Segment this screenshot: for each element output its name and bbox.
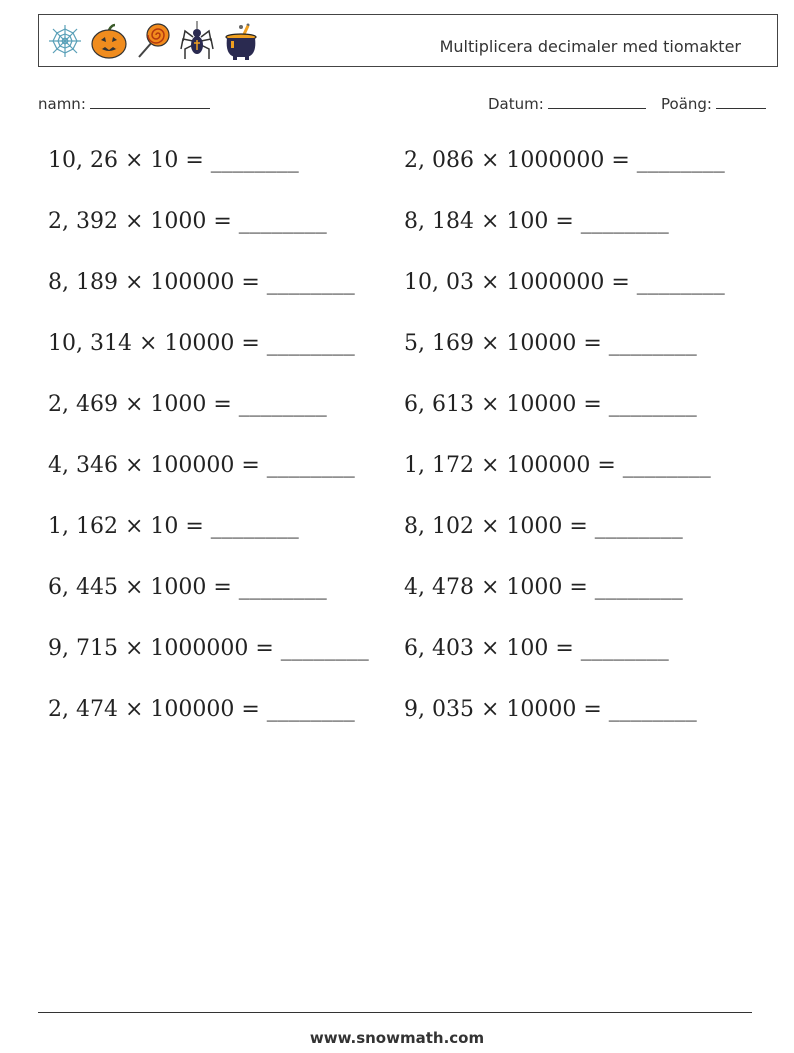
problem-left-8: 6, 445 × 1000 = ________ (48, 575, 327, 600)
footer-url[interactable]: www.snowmath.com (309, 1029, 485, 1047)
score-field (661, 94, 766, 113)
problem-right-3: 10, 03 × 1000000 = ________ (404, 270, 725, 295)
problem-left-4: 10, 314 × 10000 = ________ (48, 331, 355, 356)
problem-right-5: 6, 613 × 10000 = ________ (404, 392, 697, 417)
icon-row (45, 21, 261, 61)
problem-right-6: 1, 172 × 100000 = ________ (404, 453, 711, 478)
problem-right-2: 8, 184 × 100 = ________ (404, 209, 669, 234)
spider-icon (177, 21, 217, 61)
problem-right-9: 6, 403 × 100 = ________ (404, 636, 669, 661)
name-label: namn: (38, 95, 86, 113)
name-line[interactable] (90, 94, 210, 109)
problem-left-1: 10, 26 × 10 = ________ (48, 148, 299, 173)
problem-right-7: 8, 102 × 1000 = ________ (404, 514, 683, 539)
problem-left-5: 2, 469 × 1000 = ________ (48, 392, 327, 417)
name-field (38, 94, 210, 113)
problem-left-10: 2, 474 × 100000 = ________ (48, 697, 355, 722)
score-line[interactable] (716, 94, 766, 109)
problem-right-4: 5, 169 × 10000 = ________ (404, 331, 697, 356)
date-line[interactable] (548, 94, 646, 109)
page-title: Multiplicera decimaler med tiomakter (439, 37, 741, 56)
cauldron-icon (221, 21, 261, 61)
problem-left-7: 1, 162 × 10 = ________ (48, 514, 299, 539)
problem-left-2: 2, 392 × 1000 = ________ (48, 209, 327, 234)
problem-left-3: 8, 189 × 100000 = ________ (48, 270, 355, 295)
problem-right-8: 4, 478 × 1000 = ________ (404, 575, 683, 600)
footer-divider (38, 1012, 752, 1013)
problem-left-6: 4, 346 × 100000 = ________ (48, 453, 355, 478)
problem-left-9: 9, 715 × 1000000 = ________ (48, 636, 369, 661)
lollipop-icon (133, 21, 173, 61)
date-field (488, 94, 646, 113)
problem-right-10: 9, 035 × 10000 = ________ (404, 697, 697, 722)
date-label: Datum: (488, 95, 544, 113)
pumpkin-icon (89, 21, 129, 61)
problem-right-1: 2, 086 × 1000000 = ________ (404, 148, 725, 173)
spiderweb-icon (45, 21, 85, 61)
score-label: Poäng: (661, 95, 712, 113)
header-box (38, 14, 778, 67)
